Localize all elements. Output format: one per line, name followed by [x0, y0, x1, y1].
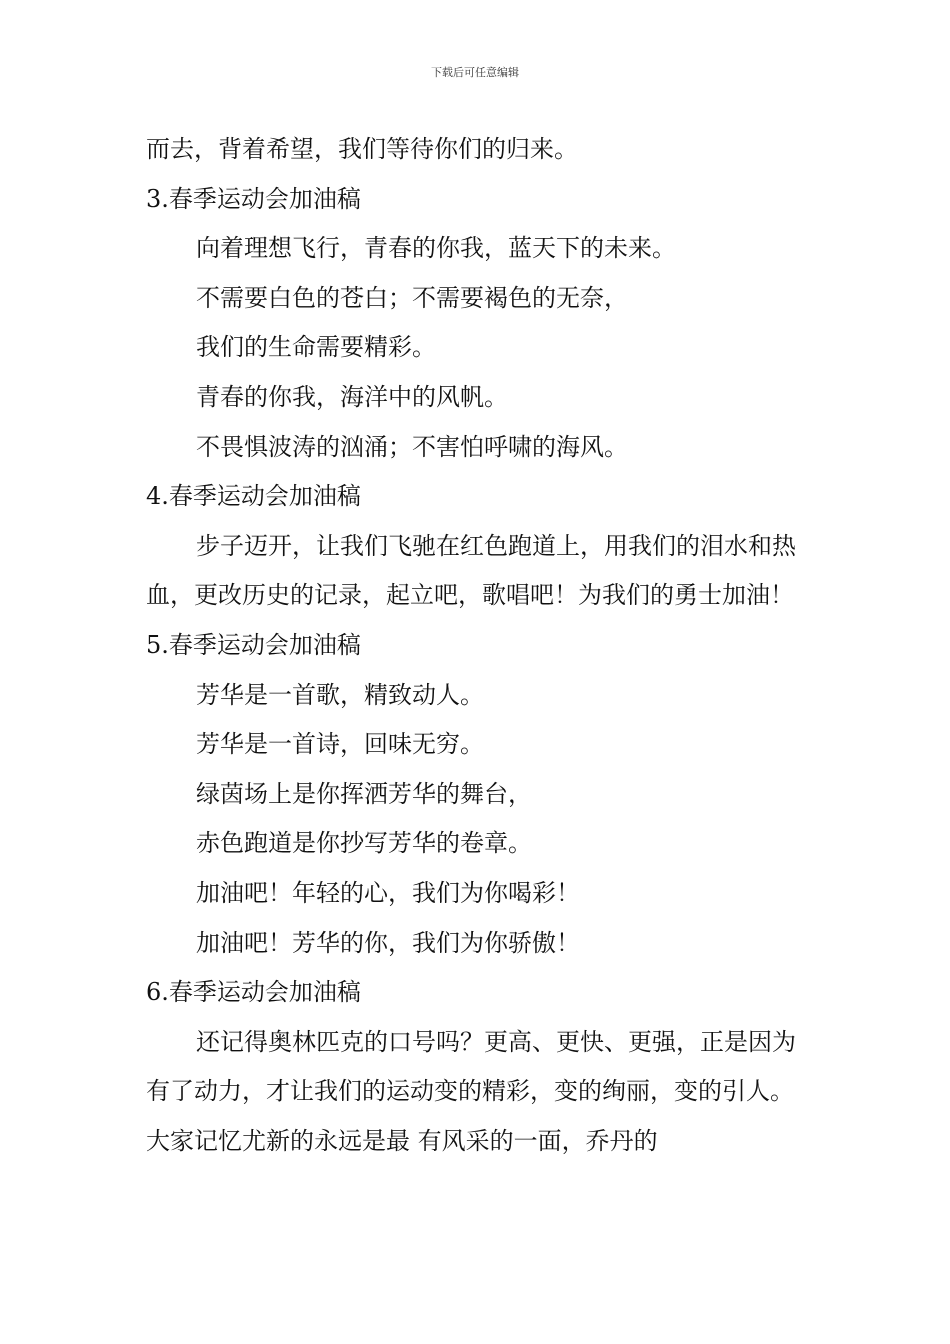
- verse-line: 芳华是一首诗，回味无穷。: [196, 730, 484, 759]
- text-line: 而去，背着希望，我们等待你们的归来。: [146, 135, 578, 163]
- section-heading-5: 5.春季运动会加油稿: [146, 630, 361, 659]
- verse-line: 赤色跑道是你抄写芳华的卷章。: [196, 829, 532, 858]
- document-body: [146, 125, 826, 1166]
- section-heading-6: 6.春季运动会加油稿: [146, 978, 361, 1007]
- verse-line: 青春的你我，海洋中的风帆。: [196, 382, 508, 411]
- section-heading-3: 3.春季运动会加油稿: [146, 184, 361, 213]
- verse-line: 我们的生命需要精彩。: [196, 333, 436, 362]
- verse-line: 不畏惧波涛的汹涌；不害怕呼啸的海风。: [196, 432, 628, 461]
- paragraph: 还记得奥林匹克的口号吗？更高、更快、更强，正是因为有了动力，才让我们的运动变的精彩，变的绚丽，变的引人。大家记忆尤新的永远是最 有风采的一面，乔丹的: [146, 1027, 796, 1155]
- page-header: 下载后可任意编辑: [431, 66, 519, 79]
- verse-line: 向着理想飞行，青春的你我，蓝天下的未来。: [196, 234, 676, 263]
- verse-line: 不需要白色的苍白；不需要褐色的无奈，: [196, 283, 628, 312]
- verse-line: 加油吧！年轻的心，我们为你喝彩！: [196, 878, 580, 907]
- verse-line: 芳华是一首歌，精致动人。: [196, 680, 484, 709]
- section-heading-4: 4.春季运动会加油稿: [146, 482, 361, 511]
- verse-line: 加油吧！芳华的你，我们为你骄傲！: [196, 928, 580, 957]
- paragraph: 步子迈开，让我们飞驰在红色跑道上，用我们的泪水和热血，更改历史的记录，起立吧，歌唱吧！为我们的勇士加油！: [146, 531, 796, 610]
- verse-line: 绿茵场上是你挥洒芳华的舞台，: [196, 779, 532, 808]
